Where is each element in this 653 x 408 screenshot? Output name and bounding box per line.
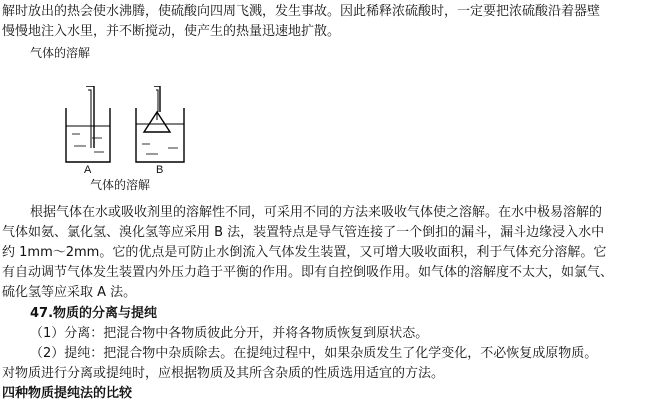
- apparatus-diagram: [58, 86, 198, 176]
- paragraph-line-3: 约 1mm～2mm。它的优点是可防止水倒流入气体发生装置，又可增大吸收面积，利于气体充分溶解。它: [2, 245, 607, 260]
- gas-dissolution-figure: [58, 86, 198, 180]
- top-line-1: 解时放出的热会使水沸腾，使硫酸向四周飞溅，发生事故。因此稀释浓硫酸时，一定要把浓硫酸沿着器壁: [2, 4, 601, 19]
- summary-line: 对物质进行分离或提纯时，应根据物质及其所含杂质的性质选用适宜的方法。: [2, 366, 445, 381]
- top-line-2: 慢慢地注入水里，并不断搅动，使产生的热量迅速地扩散。: [2, 24, 341, 39]
- beaker-a: [66, 86, 110, 162]
- figure-caption: 气体的溶解: [90, 178, 151, 192]
- paragraph-line-4: 有自动调节气体发生装置内外压力趋于平衡的作用。即有自控倒吸作用。如气体的溶解度不太大，如氯气、: [2, 265, 614, 280]
- section-title: 气体的溶解: [30, 46, 91, 60]
- item-purification: （2）提纯：把混合物中杂质除去。在提纯过程中，如果杂质发生了化学变化，不必恢复成原物质。: [30, 346, 598, 361]
- item-separation: （1）分离：把混合物中各物质彼此分开，并将各物质恢复到原状态。: [30, 326, 429, 341]
- beaker-b: [136, 86, 184, 162]
- paragraph-line-2: 气体如氨、氯化氢、溴化氢等应采用 B 法，装置特点是导气管连接了一个倒扣的漏斗，漏斗边缘浸入水中: [2, 225, 605, 240]
- final-heading: 四种物质提纯法的比较: [2, 386, 133, 401]
- paragraph-line-5: 硫化氢等应采取 A 法。: [2, 285, 137, 300]
- section-47-title: 47.物质的分离与提纯: [30, 306, 158, 321]
- paragraph-line-1: 根据气体在水或吸收剂里的溶解性不同，可采用不同的方法来吸收气体使之溶解。在水中极易溶解的: [30, 205, 603, 220]
- label-a: A: [84, 164, 92, 176]
- label-b: B: [156, 164, 164, 176]
